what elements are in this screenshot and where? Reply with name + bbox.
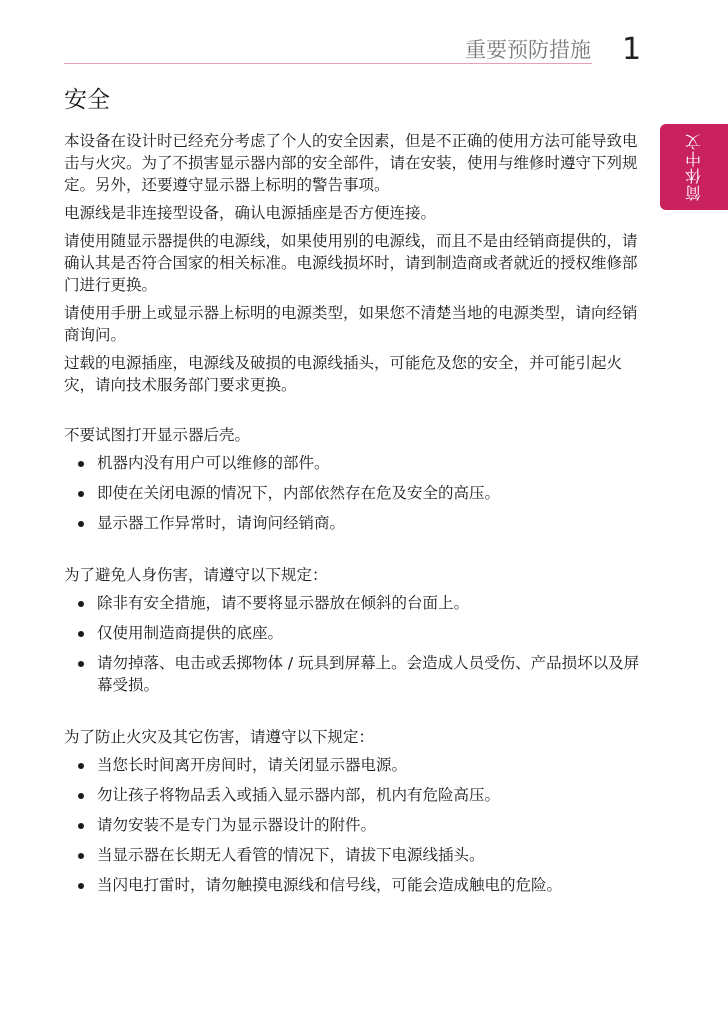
- group-lead: 为了防止火灾及其它伤害，请遵守以下规定：: [64, 728, 375, 746]
- page-number: 1: [622, 32, 642, 67]
- header-divider: [64, 63, 592, 64]
- bullet-icon: [78, 631, 84, 637]
- list-item: [64, 592, 644, 614]
- bullet-icon: [78, 601, 84, 607]
- bullet-icon: [78, 491, 84, 497]
- rule-group: [64, 424, 644, 534]
- bullet-list: [64, 592, 644, 696]
- list-item-text: 即使在关闭电源的情况下，内部依然存在危及安全的高压。: [97, 484, 501, 502]
- paragraph: 电源线是非连接型设备，确认电源插座是否方便连接。: [64, 204, 437, 222]
- group-lead: 不要试图打开显示器后壳。: [64, 426, 251, 444]
- bullet-icon: [78, 793, 84, 799]
- list-item: [64, 482, 644, 504]
- list-item: [64, 652, 644, 696]
- bullet-list: [64, 754, 644, 896]
- bullet-icon: [78, 661, 84, 667]
- section-title: 安全: [64, 87, 110, 113]
- list-item-text: 仅使用制造商提供的底座。: [97, 624, 284, 642]
- spacer: [64, 704, 644, 726]
- spacer: [64, 402, 644, 424]
- list-item: [64, 512, 644, 534]
- list-item-text: 显示器工作异常时，请询问经销商。: [97, 514, 346, 532]
- paragraph: 本设备在设计时已经充分考虑了个人的安全因素，但是不正确的使用方法可能导致电击与火灾。为了不损害显示器内部的安全部件，请在安装，使用与维修时遵守下列规定。另外，还要遵守显示器上标明的警告事项。: [64, 132, 638, 194]
- list-item-text: 当您长时间离开房间时，请关闭显示器电源。: [97, 756, 408, 774]
- bullet-icon: [78, 763, 84, 769]
- list-item: [64, 452, 644, 474]
- bullet-list: [64, 452, 644, 534]
- list-item-text: 机器内没有用户可以维修的部件。: [97, 454, 330, 472]
- language-tab[interactable]: [660, 124, 728, 210]
- rule-group: [64, 726, 644, 896]
- bullet-icon: [78, 461, 84, 467]
- bullet-icon: [78, 883, 84, 889]
- bullet-icon: [78, 853, 84, 859]
- rule-group: [64, 564, 644, 696]
- bullet-icon: [78, 823, 84, 829]
- main-content: [64, 84, 644, 904]
- bullet-icon: [78, 521, 84, 527]
- list-item: [64, 874, 644, 896]
- group-lead: 为了避免人身伤害，请遵守以下规定：: [64, 566, 328, 584]
- list-item-text: 当显示器在长期无人看管的情况下，请拔下电源线插头。: [97, 846, 485, 864]
- paragraph: 过载的电源插座，电源线及破损的电源线插头，可能危及您的安全，并可能引起火灾，请向技术服务部门要求更换。: [64, 354, 623, 394]
- spacer: [64, 542, 644, 564]
- paragraph: 请使用手册上或显示器上标明的电源类型，如果您不清楚当地的电源类型，请向经销商询问。: [64, 304, 638, 344]
- list-item: [64, 784, 644, 806]
- list-item-text: 除非有安全措施，请不要将显示器放在倾斜的台面上。: [97, 594, 470, 612]
- list-item-text: 勿让孩子将物品丢入或插入显示器内部，机内有危险高压。: [97, 786, 501, 804]
- list-item-text: 请勿安装不是专门为显示器设计的附件。: [97, 816, 377, 834]
- list-item: [64, 844, 644, 866]
- list-item: [64, 754, 644, 776]
- paragraph: 请使用随显示器提供的电源线，如果使用别的电源线，而且不是由经销商提供的，请确认其是否符合国家的相关标准。电源线损坏时，请到制造商或者就近的授权维修部门进行更换。: [64, 232, 638, 294]
- list-item-text: 当闪电打雷时，请勿触摸电源线和信号线，可能会造成触电的危险。: [97, 876, 563, 894]
- list-item: [64, 814, 644, 836]
- list-item-text: 请勿掉落、电击或丢掷物体 / 玩具到屏幕上。会造成人员受伤、产品损坏以及屏幕受损。: [97, 654, 640, 694]
- list-item: [64, 622, 644, 644]
- language-tab-label: 简体中文: [684, 133, 704, 201]
- header-title: 重要预防措施: [465, 38, 591, 62]
